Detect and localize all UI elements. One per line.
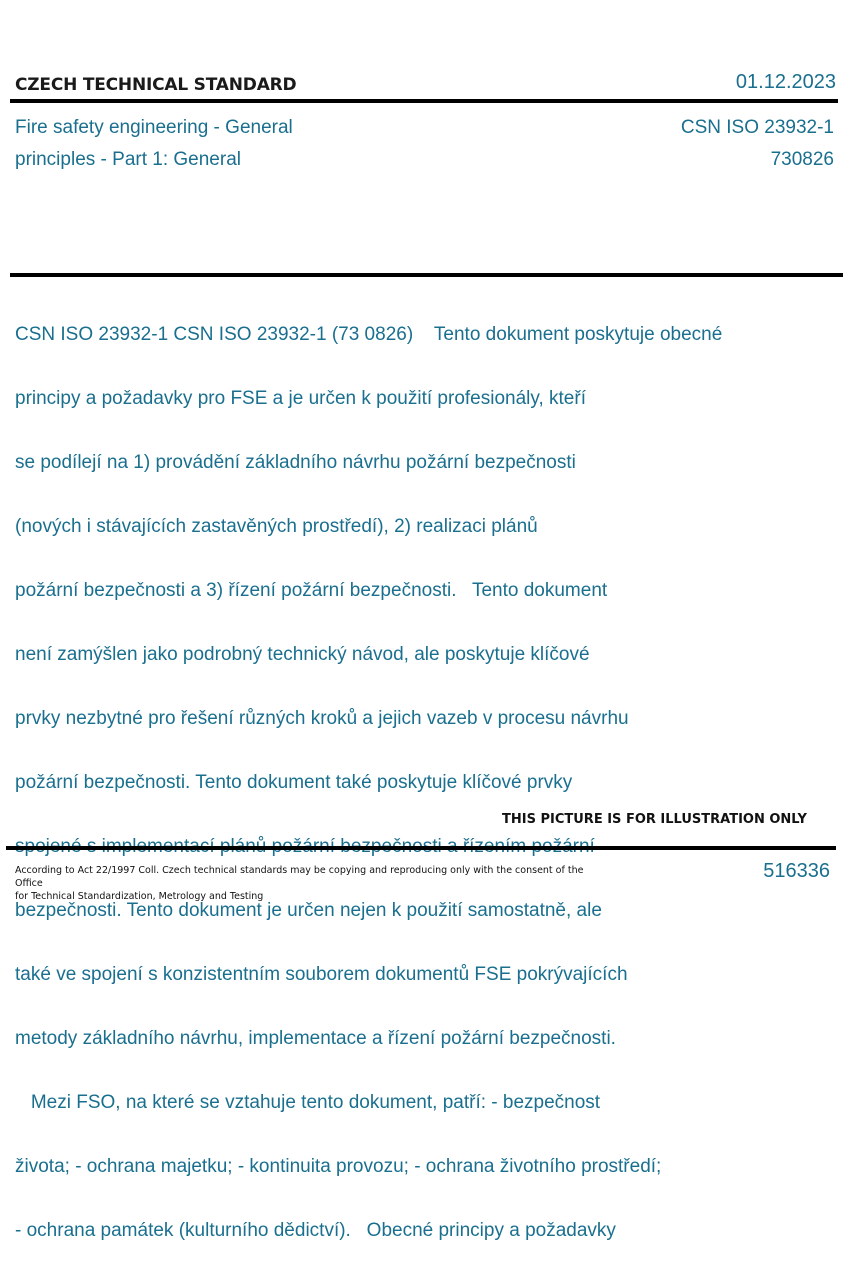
footer-divider [6,846,836,850]
standard-class-number: 730826 [770,149,834,170]
abstract-line: také ve spojení s konzistentním souborem dokumentů FSE pokrývajících [15,964,628,985]
abstract-line: není zamýšlen jako podrobný technický návod, ale poskytuje klíčové [15,644,590,665]
standard-title-line-2: principles - Part 1: General [15,149,241,170]
header-divider [10,99,838,103]
copyright-notice [15,864,595,903]
abstract-line: se podílejí na 1) provádění základního návrhu požární bezpečnosti [15,452,576,473]
document-date: 01.12.2023 [735,71,836,93]
abstract-line: bezpečnosti. Tento dokument je určen nejen k použití samostatně, ale [15,900,602,921]
standard-code: CSN ISO 23932-1 [680,117,834,138]
copyright-notice-line: for Technical Standardization, Metrology and Testing [15,891,264,902]
abstract-line: požární bezpečnosti. Tento dokument také poskytuje klíčové prvky [15,772,573,793]
abstract-line: Mezi FSO, na které se vztahuje tento dokument, patří: - bezpečnost [15,1092,601,1113]
document-number: 516336 [763,860,830,882]
abstract-line: prvky nezbytné pro řešení různých kroků a jejich vazeb v procesu návrhu [15,708,629,729]
abstract-line: metody základního návrhu, implementace a řízení požární bezpečnosti. [15,1028,616,1049]
copyright-notice-line: According to Act 22/1997 Coll. Czech technical standards may be copying and reproducing only with the consent of the Office [15,865,584,889]
abstract-line: života; - ochrana majetku; - kontinuita provozu; - ochrana životního prostředí; [15,1156,662,1177]
abstract-line: požární bezpečnosti a 3) řízení požární bezpečnosti. Tento dokument [15,580,608,601]
title-divider [10,273,843,277]
abstract-line: principy a požadavky pro FSE a je určen k použití profesionály, kteří [15,388,586,409]
standard-title-line-1: Fire safety engineering - General [15,117,293,138]
document-abstract [15,287,835,1279]
document-type-label: CZECH TECHNICAL STANDARD [15,75,297,95]
abstract-line: (nových i stávajících zastavěných prostředí), 2) realizaci plánů [15,516,538,537]
abstract-line: CSN ISO 23932-1 CSN ISO 23932-1 (73 0826) Tento dokument poskytuje obecné [15,324,723,345]
illustration-disclaimer: THIS PICTURE IS FOR ILLUSTRATION ONLY [502,812,807,827]
abstract-line: - ochrana památek (kulturního dědictví). Obecné principy a požadavky [15,1220,616,1241]
